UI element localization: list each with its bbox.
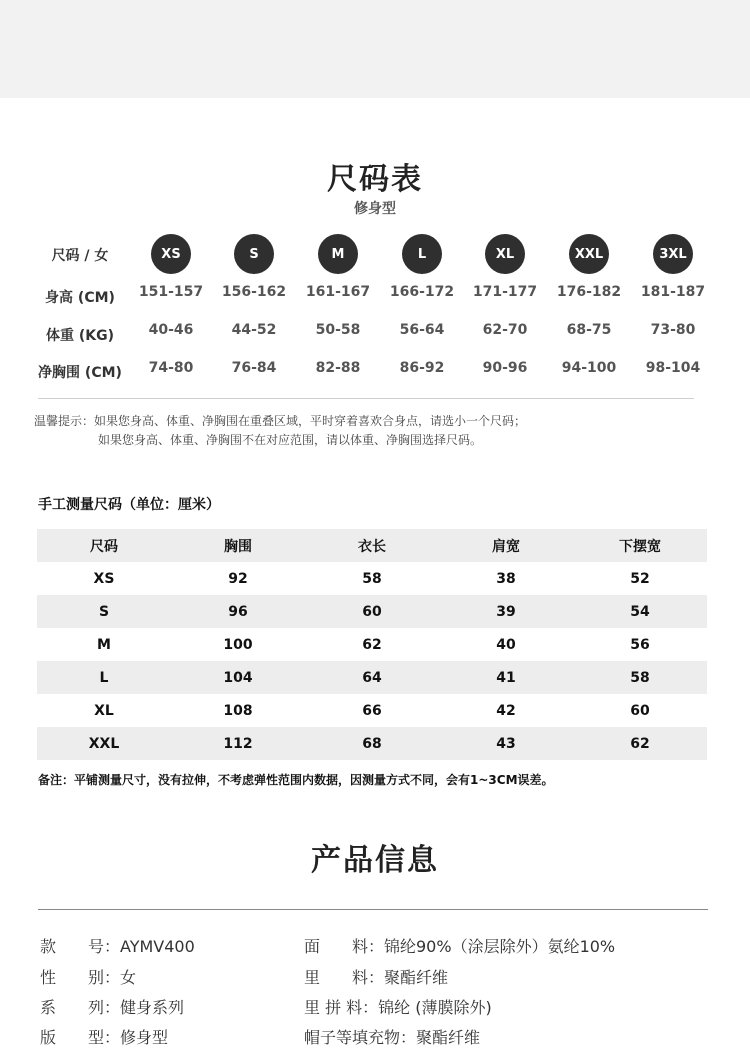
- table-cell: 92: [228, 570, 248, 587]
- table-cell: 39: [496, 603, 516, 620]
- weight-value: 56-64: [399, 322, 445, 338]
- size-badge: M: [318, 234, 358, 274]
- table-cell: 104: [223, 669, 253, 686]
- table-cell: 52: [630, 570, 650, 587]
- bust-value: 86-92: [399, 360, 445, 376]
- height-value: 161-167: [305, 284, 371, 300]
- bust-value: 74-80: [148, 360, 194, 376]
- table-cell: 58: [630, 669, 650, 686]
- bust-value: 98-104: [645, 360, 701, 376]
- table-cell: 60: [630, 702, 650, 719]
- table-cell: 40: [496, 636, 516, 653]
- weight-value: 73-80: [650, 322, 696, 338]
- table-cell: 100: [223, 636, 253, 653]
- height-value: 181-187: [640, 284, 706, 300]
- size-badge: XS: [151, 234, 191, 274]
- weight-value: 44-52: [231, 322, 277, 338]
- table-cell: XL: [94, 702, 114, 719]
- weight-value: 40-46: [148, 322, 194, 338]
- table-header-cell: 肩宽: [492, 538, 520, 555]
- product-info-right-line: 帽子等填充物：聚酯纤维: [304, 1028, 481, 1047]
- table-cell: XXL: [88, 735, 120, 752]
- table-cell: 56: [630, 636, 650, 653]
- height-value: 176-182: [556, 284, 622, 300]
- weight-value: 62-70: [482, 322, 528, 338]
- product-info-divider: [38, 909, 708, 910]
- table-cell: 38: [496, 570, 516, 587]
- height-value: 171-177: [472, 284, 538, 300]
- tip-line-1: 温馨提示：如果您身高、体重、净胸围在重叠区域，平时穿着喜欢合身点，请选小一个尺码；: [34, 414, 527, 428]
- product-info-left-line: 性 别：女: [40, 968, 137, 987]
- table-header-cell: 下摆宽: [619, 538, 661, 555]
- table-cell: 62: [630, 735, 650, 752]
- table-cell: 68: [362, 735, 382, 752]
- top-band: [0, 0, 750, 98]
- table-cell: 54: [630, 603, 650, 620]
- table-row: [37, 661, 707, 694]
- table-cell: 64: [362, 669, 382, 686]
- height-value: 166-172: [389, 284, 455, 300]
- table-cell: 108: [223, 702, 253, 719]
- product-info-title: 产品信息: [311, 843, 439, 878]
- table-row: [37, 562, 707, 595]
- weight-row-label: 体重 (KG): [45, 328, 114, 344]
- table-cell: 41: [496, 669, 516, 686]
- size-badge: XXL: [569, 234, 609, 274]
- height-value: 156-162: [221, 284, 287, 300]
- product-info-right-line: 里 拼 料：锦纶 (薄膜除外): [304, 998, 492, 1017]
- size-chart-title: 尺码表: [327, 162, 423, 197]
- table-cell: 58: [362, 570, 382, 587]
- table-cell: 62: [362, 636, 382, 653]
- bust-row-label: 净胸围 (CM): [38, 365, 122, 381]
- table-cell: 96: [228, 603, 248, 620]
- table-cell: M: [97, 636, 111, 653]
- table-row: [37, 595, 707, 628]
- weight-value: 68-75: [566, 322, 612, 338]
- table-cell: 43: [496, 735, 516, 752]
- table-header-cell: 胸围: [224, 538, 252, 555]
- table-header-cell: 尺码: [90, 538, 118, 555]
- bust-value: 94-100: [561, 360, 617, 376]
- table-cell: S: [98, 603, 110, 620]
- table-cell: 112: [223, 735, 253, 752]
- size-badge: XL: [485, 234, 525, 274]
- table-row: [37, 727, 707, 760]
- size-badge: 3XL: [653, 234, 693, 274]
- bust-value: 82-88: [315, 360, 361, 376]
- size-row-label: 尺码 / 女: [51, 248, 109, 264]
- tip-line-2: 如果您身高、体重、净胸围不在对应范围，请以体重、净胸围选择尺码。: [98, 433, 483, 447]
- fit-type-subtitle: 修身型: [354, 201, 396, 217]
- product-info-left-line: 款 号：AYMV400: [40, 937, 195, 956]
- table-cell: 60: [362, 603, 382, 620]
- table-row: [37, 628, 707, 661]
- height-value: 151-157: [138, 284, 204, 300]
- manual-measure-title: 手工测量尺码（单位：厘米）: [38, 497, 220, 513]
- product-info-left-line: 版 型：修身型: [40, 1028, 169, 1047]
- product-info-right-line: 里 料：聚酯纤维: [304, 968, 449, 987]
- table-header-row: [37, 529, 707, 562]
- measure-note: 备注：平铺测量尺寸，没有拉伸，不考虑弹性范围内数据，因测量方式不同，会有1~3CM误差。: [38, 773, 554, 787]
- table-cell: L: [99, 669, 109, 686]
- size-badge: L: [402, 234, 442, 274]
- bust-value: 76-84: [231, 360, 277, 376]
- size-badge: S: [234, 234, 274, 274]
- height-row-label: 身高 (CM): [45, 290, 115, 306]
- table-row: [37, 694, 707, 727]
- table-cell: XS: [93, 570, 115, 587]
- table-header-cell: 衣长: [358, 538, 386, 555]
- product-info-left-line: 系 列：健身系列: [40, 998, 185, 1017]
- weight-value: 50-58: [315, 322, 361, 338]
- table-cell: 42: [496, 702, 516, 719]
- table-cell: 66: [362, 702, 382, 719]
- bust-value: 90-96: [482, 360, 528, 376]
- product-info-right-line: 面 料：锦纶90%（涂层除外）氨纶10%: [304, 937, 616, 956]
- divider: [38, 398, 694, 399]
